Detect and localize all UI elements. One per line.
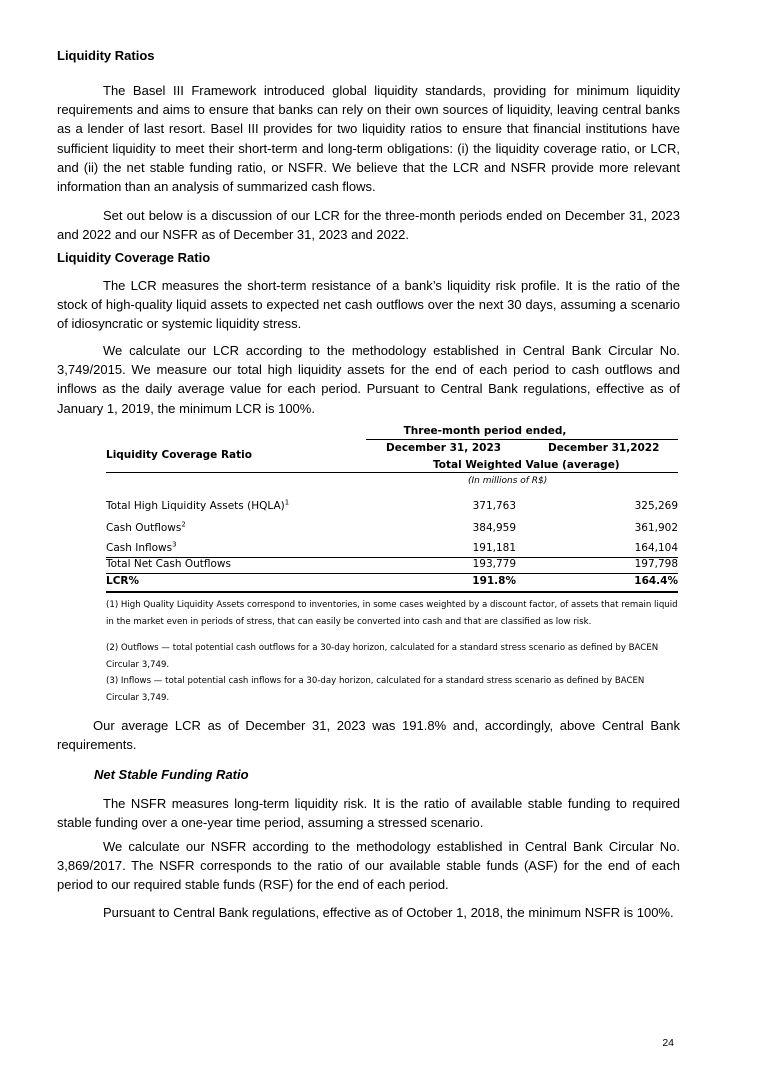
heading-liquidity-ratios: Liquidity Ratios bbox=[57, 48, 155, 63]
paragraph-lcr-method: We calculate our LCR according to the methodology established in Central Bank Circular No. 3,749/2015. We measure our total high liquidity assets for the end of each period to cash outflows and inflows as the daily average value for each period. Pursuant to Central Bank regulations, effective as of January 1, 2019, the minimum LCR is 100%. bbox=[57, 343, 680, 416]
row-header: Liquidity Coverage Ratio bbox=[106, 449, 252, 461]
paragraph-lcr-intro: Set out below is a discussion of our LCR for the three-month periods ended on December 31, 2023 and 2022 and our NSFR as of December 31, 2023 and 2022. bbox=[57, 208, 680, 243]
period-header: Three-month period ended, bbox=[403, 425, 567, 437]
value-label: Total Weighted Value (average) bbox=[433, 459, 620, 471]
page-number: 24 bbox=[662, 1037, 674, 1049]
paragraph-nsfr-method: We calculate our NSFR according to the methodology established in Central Bank Circular No. 3,869/2017. The NSFR corresponds to the ratio of our available stable funds (ASF) for the end of each period to our required stable funds (RSF) for the end of each period. bbox=[57, 839, 680, 893]
column-header-2022: December 31,2022 bbox=[548, 442, 660, 454]
footnote-1: (1) High Quality Liquidity Assets correspond to inventories, in some cases weighted by a discount factor, of assets that remain liquid in the market even in periods of stress, that can easily be converted into cash and that are classified as low risk. bbox=[106, 600, 678, 627]
paragraph-nsfr-definition: The NSFR measures long-term liquidity risk. It is the ratio of available stable funding to required stable funding over a one-year time period, assuming a stressed scenario. bbox=[57, 796, 680, 831]
footnote-3: (3) Inflows — total potential cash inflows for a 30-day horizon, calculated for a standard stress scenario as defined by BACEN Circular 3,749. bbox=[106, 676, 645, 703]
paragraph-nsfr-minimum: Pursuant to Central Bank regulations, effective as of October 1, 2018, the minimum NSFR is 100%. bbox=[103, 905, 674, 920]
heading-net-stable-funding-ratio: Net Stable Funding Ratio bbox=[94, 767, 249, 782]
paragraph-lcr-result: Our average LCR as of December 31, 2023 was 191.8% and, accordingly, above Central Bank requirements. bbox=[57, 718, 680, 753]
paragraph-basel-iii: The Basel III Framework introduced global liquidity standards, providing for minimum liquidity requirements and aims to ensure that banks can rely on their own sources of liquidity, leaving central banks as a lender of last resort. Basel III provides for two liquidity ratios to ensure that financial institutions have sufficient liquidity to meet their short-term and long-term obligations: (i) the liquidity coverage ratio, or LCR, and (ii) the net stable funding ratio, or NSFR. We believe that the LCR and NSFR provide more relevant information than an analysis of summarized cash flows. bbox=[57, 83, 680, 195]
paragraph-lcr-definition: The LCR measures the short-term resistance of a bank’s liquidity risk profile. It is the ratio of the stock of high-quality liquid assets to expected net cash outflows over the next 30 days, assuming a scenario of idiosyncratic or systemic liquidity stress. bbox=[57, 278, 680, 332]
units-label: (In millions of R$) bbox=[468, 476, 548, 486]
footnote-2: (2) Outflows — total potential cash outflows for a 30-day horizon, calculated for a standard stress scenario as defined by BACEN Circular 3,749. bbox=[106, 643, 659, 670]
column-header-2023: December 31, 2023 bbox=[386, 442, 502, 454]
heading-liquidity-coverage-ratio: Liquidity Coverage Ratio bbox=[57, 250, 211, 265]
